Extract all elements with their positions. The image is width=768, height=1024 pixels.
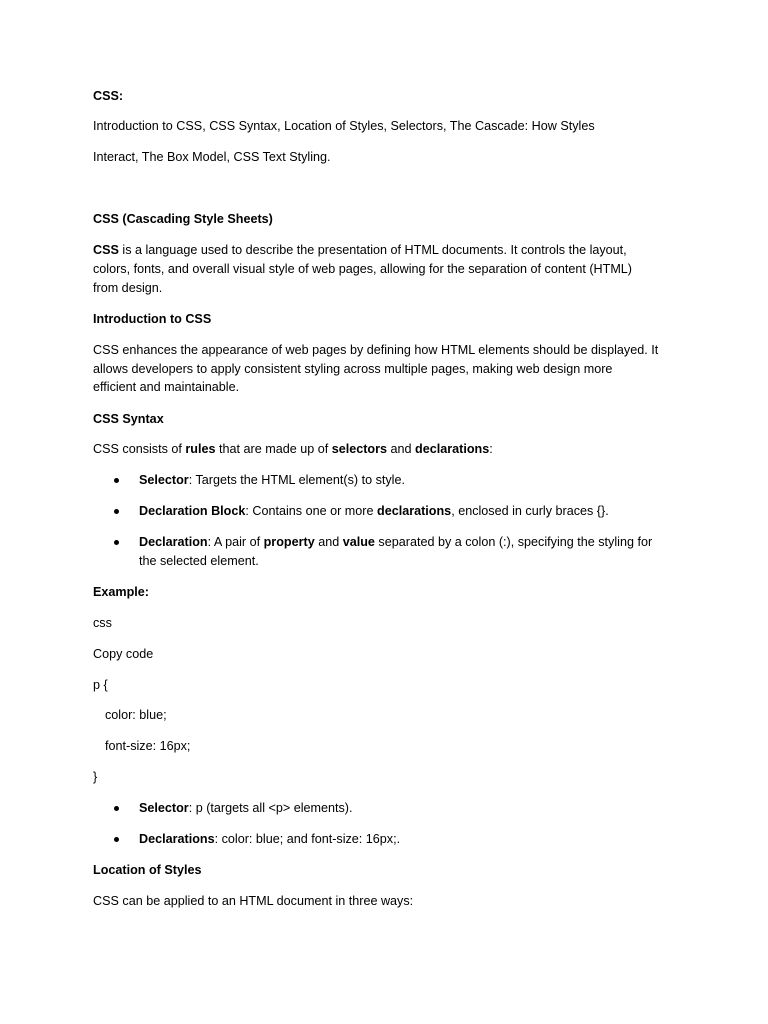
example-bullet-declarations (139, 830, 400, 848)
bullet-text: separated by a colon (:), specifying the styling for (374, 535, 653, 549)
syntax-text-1: CSS consists of (93, 442, 186, 456)
intro-para-line-1: CSS enhances the appearance of web pages by defining how HTML elements should be displayed. It (93, 343, 659, 357)
bullet-bold: Declaration (139, 535, 208, 549)
bullet-bold: Declaration Block (139, 504, 246, 518)
bullet-text: : p (targets all <p> elements). (188, 801, 353, 815)
intro-line-2: colors, fonts, and overall visual style of web pages, allowing for the separation of content (HTML) (93, 262, 633, 276)
bullet-bold: value (342, 535, 375, 549)
bullet-text: : A pair of (207, 535, 264, 549)
syntax-text-3: and (387, 442, 416, 456)
code-line-2: color: blue; (105, 708, 167, 722)
bullet-bold: property (263, 535, 315, 549)
intro-para-line-2: allows developers to apply consistent styling across multiple pages, making web design more (93, 362, 613, 376)
bullet-bold: Selector (139, 801, 189, 815)
example-heading: Example: (93, 585, 149, 599)
syntax-bold-selectors: selectors (331, 442, 388, 456)
location-para: CSS can be applied to an HTML document in three ways: (93, 894, 414, 908)
topics-line-1: Introduction to CSS, CSS Syntax, Location of Styles, Selectors, The Cascade: How Styles (93, 119, 595, 133)
bullet-bold: Declarations (139, 832, 215, 846)
code-language-label: css (93, 616, 112, 630)
bullet-declaration-line-2: the selected element. (139, 554, 259, 568)
bullet-dot (114, 540, 119, 545)
bullet-text: : Contains one or more (245, 504, 377, 518)
bullet-dot (114, 509, 119, 514)
syntax-heading: CSS Syntax (93, 412, 164, 426)
topics-line-2: Interact, The Box Model, CSS Text Styling. (93, 150, 331, 164)
bullet-selector (139, 471, 405, 489)
bullet-dot (114, 837, 119, 842)
bullet-text: , enclosed in curly braces {}. (451, 504, 609, 518)
bullet-dot (114, 806, 119, 811)
bullet-text: and (314, 535, 343, 549)
syntax-text-2: that are made up of (215, 442, 332, 456)
syntax-bold-declarations: declarations (415, 442, 490, 456)
bullet-bold: Selector (139, 473, 189, 487)
syntax-text-4: : (489, 442, 493, 456)
bullet-text: : color: blue; and font-size: 16px;. (214, 832, 401, 846)
bullet-declaration-block (139, 502, 609, 520)
bullet-text: : Targets the HTML element(s) to style. (188, 473, 405, 487)
section-title: CSS (Cascading Style Sheets) (93, 212, 273, 226)
bullet-declaration (139, 533, 652, 551)
heading-css: CSS: (93, 89, 124, 103)
copy-code-button[interactable]: Copy code (93, 647, 154, 661)
code-line-1: p { (93, 678, 108, 692)
bullet-bold: declarations (377, 504, 452, 518)
intro-line-1 (93, 241, 627, 259)
intro-line-3: from design. (93, 281, 163, 295)
bullet-dot (114, 478, 119, 483)
code-line-3: font-size: 16px; (105, 739, 191, 753)
intro-bold-term: CSS (93, 243, 119, 257)
code-line-4: } (93, 770, 98, 784)
location-heading: Location of Styles (93, 863, 202, 877)
example-bullet-selector (139, 799, 353, 817)
intro-para-line-3: efficient and maintainable. (93, 380, 240, 394)
intro-line-1-text: is a language used to describe the presentation of HTML documents. It controls the layout, (118, 243, 627, 257)
syntax-bold-rules: rules (185, 442, 216, 456)
intro-heading: Introduction to CSS (93, 312, 212, 326)
syntax-para (93, 440, 493, 458)
